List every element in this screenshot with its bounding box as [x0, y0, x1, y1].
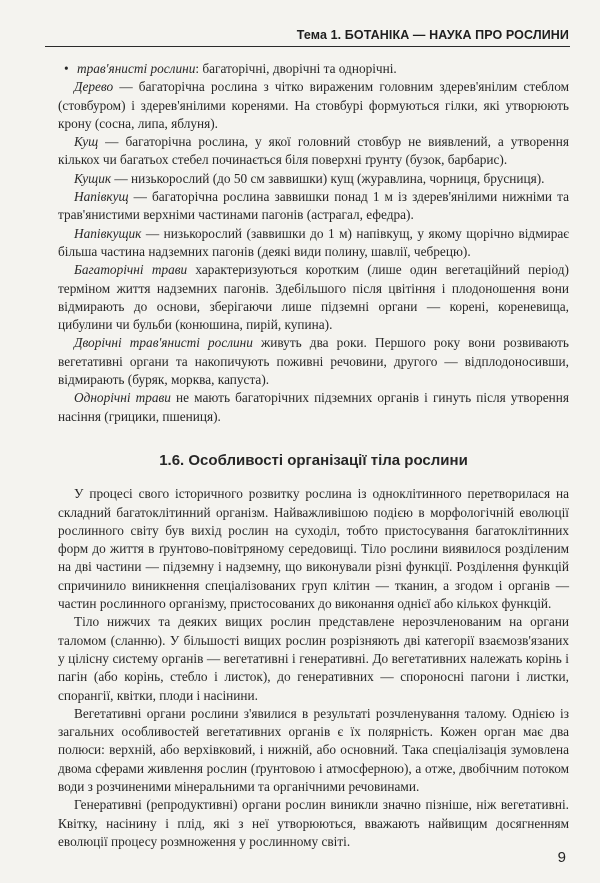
definition-term: Напівкущ — [74, 189, 129, 205]
definition-paragraph — [58, 133, 569, 170]
definition-text: — багаторічна рослина заввишки понад 1 м із здерев'янілими нижніми та трав'янистими верхніми частинами пагонів (астрагал, ефедра). — [58, 189, 569, 223]
definition-text: — багаторічна рослина, у якої головний стовбур не виявлений, а утворення кількох чи багатьох стебел починається біля поверхні ґрунту (бузок, барбарис). — [58, 134, 569, 168]
definition-text: характеризуються коротким (лише один вегетаційний період) терміном життя надземних пагонів. Здебільшого після цвітіння і плодоношення вони відмирають до основи, зберігаючи лише підземні органи — корені, кореневища, цибулини чи бульби (конюшина, пирій, купина). — [58, 262, 569, 333]
bullet-text — [77, 60, 397, 78]
definition-term: Однорічні трави — [74, 390, 171, 406]
definition-text: не мають багаторічних підземних органів і гинуть після утворення насіння (грицики, пшениця). — [58, 390, 570, 424]
definition-paragraph — [58, 78, 569, 133]
definition-paragraph — [58, 225, 569, 262]
section-heading: 1.6. Особливості організації тіла рослини — [159, 451, 468, 469]
header-rule — [45, 46, 570, 47]
section-paragraph: Генеративні (репродуктивні) органи рослин виникли значно пізніше, ніж вегетативні. Квітку, насінину і плід, які з неї утворюються, вважають найвищим досягненням еволюції процесу розмноження у рослинному світі. — [58, 797, 569, 849]
definition-paragraph — [58, 389, 569, 426]
section-paragraph: У процесі свого історичного розвитку рослина із одноклітинного перетворилася на складний багатоклітинний організм. Найважливішою подією в морфологічній еволюції рослинного світу був вихід рослин на суходіл, тобто пристосування багатоклітинних форм до життя в ґрунтово-повітряному середовищі. Тіло рослини виявилося розділеним на дві частини — підземну і надземну, що виконували різні функції. Розділення функцій спричинило виникнення спеціалізованих груп клітин — тканин, а згодом і органів — частин рослинного організму, пристосованих до виконання однієї або кількох функцій. — [58, 486, 569, 612]
page-number: 9 — [557, 849, 566, 866]
definition-term: Напівкущик — [74, 225, 142, 241]
running-header: Тема 1. БОТАНІКА — НАУКА ПРО РОСЛИНИ — [296, 28, 569, 42]
definition-text: — низькорослий (до 50 см заввишки) кущ (журавлина, чорниця, брусниця). — [111, 170, 545, 186]
bullet-rest: : багаторічні, дворічні та однорічні. — [195, 61, 397, 76]
definition-term: Дворічні трав'янисті рослини — [74, 335, 253, 351]
definition-text: — низькорослий (заввишки до 1 м) напівкущ, у якому щорічно відмирає більша частина надземних пагонів (деякі види полину, шавлії, чебрецю). — [58, 225, 569, 259]
bullet-item — [58, 60, 569, 78]
bullet-icon: • — [64, 61, 69, 76]
definition-term: Багаторічні трави — [74, 262, 188, 278]
bullet-term: трав'янисті рослини — [77, 61, 196, 76]
page-body — [58, 60, 569, 851]
section-paragraph: Вегетативні органи рослини з'явилися в результаті розчленування талому. Однією із загальних особливостей вегетативних органів є їх полярність. Кожен орган має два полюси: верхній, або верхівковий, і нижній, або основний. Така спеціалізація зумовлена двома сферами живлення рослин (ґрунтовою і атмосферною), а отже, двобічним потоком води з розчиненими мінеральними та органічними речовинами. — [58, 705, 569, 794]
definition-term: Кущик — [74, 170, 112, 186]
definition-text: — багаторічна рослина з чітко вираженим головним здерев'янілим стеблом (стовбуром) і здерев'янілими коренями. На стовбурі формуються гілки, які утворюють крону (сосна, липа, яблуня). — [58, 79, 569, 131]
section-paragraph: Тіло нижчих та деяких вищих рослин представлене нерозчленованим на органи таломом (сланню). У більшості вищих рослин розрізняють дві категорії взаємозв'язаних у цілісну систему органів — вегетативні і генеративні. До вегетативних належать корінь і пагін (або корінь, стебло і листок), до генеративних — спороносні пагони і листки, спорангії, квітки, плоди і насінини. — [58, 614, 569, 703]
definition-paragraph — [58, 334, 569, 389]
definition-term: Дерево — [74, 79, 114, 95]
definition-paragraph — [58, 170, 569, 188]
definition-term: Кущ — [74, 134, 99, 150]
definition-text: живуть два роки. Першого року вони розвивають вегетативні органи та накопичують поживні речовини, другого — відплодоносивши, відмирають (буряк, морква, капуста). — [58, 335, 569, 388]
definition-paragraph — [58, 261, 569, 334]
definition-paragraph — [58, 188, 569, 225]
